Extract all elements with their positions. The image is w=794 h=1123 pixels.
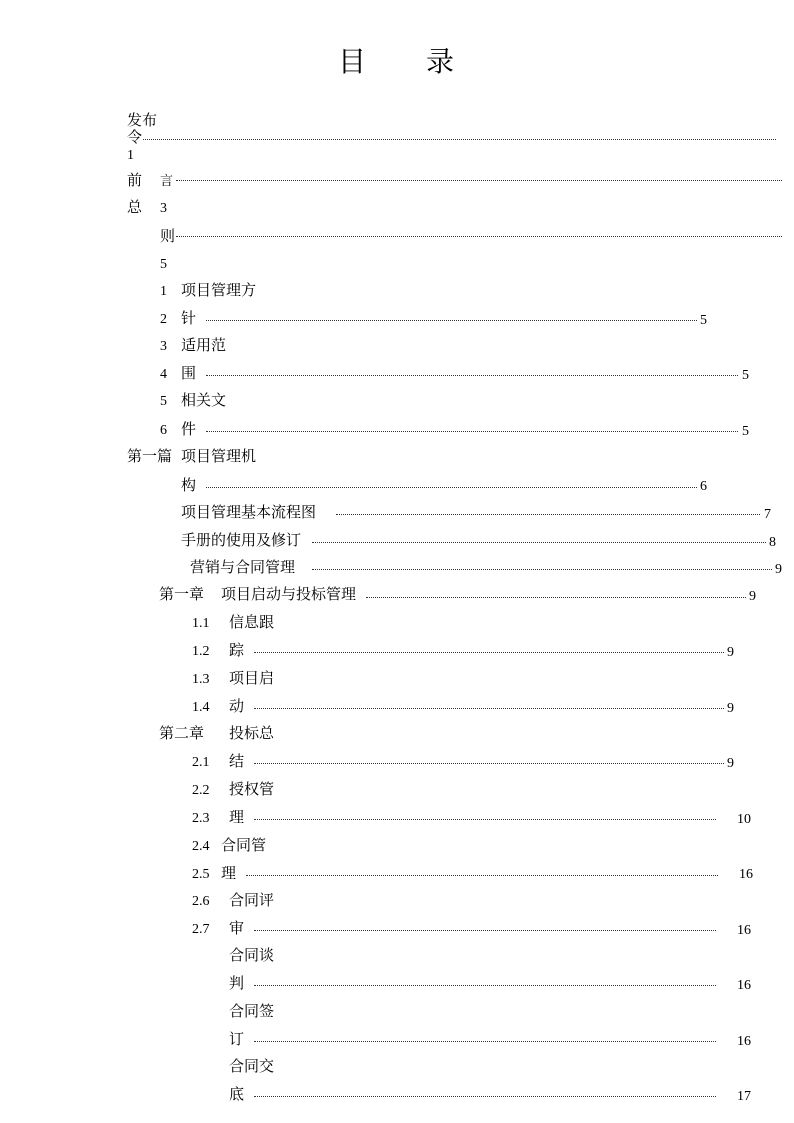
toc-num-6: 6 — [160, 423, 167, 438]
toc-page-zongze: 5 — [160, 257, 167, 272]
toc-page-hetongtan: 16 — [737, 978, 751, 993]
toc-page-xinxi: 9 — [727, 645, 734, 660]
toc-num-2-1: 2.1 — [192, 755, 210, 770]
toc-page-hetongqian: 16 — [737, 1034, 751, 1049]
toc-num-1-4: 1.4 — [192, 700, 210, 715]
toc-entry-chapter2-line1: 投标总 — [229, 724, 275, 742]
toc-leader-qidong — [254, 708, 724, 709]
toc-page-marketing: 9 — [775, 562, 782, 577]
toc-entry-xiangguan-line1: 相关文 — [181, 391, 227, 409]
toc-entry-hetongtan-line2: 判 — [229, 974, 245, 992]
toc-entry-qidong-line2: 动 — [229, 697, 245, 715]
toc-num-1: 1 — [160, 284, 167, 299]
toc-page-hetongguan: 16 — [739, 867, 753, 882]
toc-page-hetongjiao: 17 — [737, 1089, 751, 1104]
toc-entry-hetongping-line1: 合同评 — [229, 891, 275, 909]
toc-entry-manual: 手册的使用及修订 — [181, 531, 302, 549]
toc-entry-shouquan-line1: 授权管 — [229, 780, 275, 798]
toc-leader-hetongjiao — [254, 1096, 716, 1097]
toc-leader-shiyong — [206, 375, 738, 376]
toc-entry-fabuling-line2: 令 — [127, 128, 143, 146]
toc-entry-fangzhen-line2: 针 — [181, 309, 197, 327]
toc-entry-part1-line1: 项目管理机 — [181, 447, 257, 465]
toc-entry-xinxi-line2: 踪 — [229, 641, 245, 659]
toc-entry-qidong-line1: 项目启 — [229, 669, 275, 687]
toc-page-shouquan: 10 — [737, 812, 751, 827]
toc-leader-marketing — [312, 569, 772, 570]
toc-entry-hetongjiao-line2: 底 — [229, 1085, 245, 1103]
toc-page-chapter1: 9 — [749, 589, 756, 604]
toc-page-hetongping: 16 — [737, 923, 751, 938]
toc-page-flowchart: 7 — [764, 507, 771, 522]
toc-page-shiyong: 5 — [742, 368, 749, 383]
toc-num-2: 2 — [160, 312, 167, 327]
toc-entry-chapter1: 项目启动与投标管理 — [221, 585, 357, 603]
toc-entry-hetongtan-line1: 合同谈 — [229, 946, 275, 964]
toc-num-1-2: 1.2 — [192, 644, 210, 659]
toc-num-2-2: 2.2 — [192, 783, 210, 798]
toc-entry-flowchart: 项目管理基本流程图 — [181, 503, 317, 521]
toc-leader-xinxi — [254, 652, 724, 653]
toc-page-part1: 6 — [700, 479, 707, 494]
toc-num-1-1: 1.1 — [192, 616, 210, 631]
toc-num-2-7: 2.7 — [192, 922, 210, 937]
toc-page-manual: 8 — [769, 535, 776, 550]
toc-chapter2-label: 第二章 — [159, 724, 205, 742]
toc-entry-marketing: 营销与合同管理 — [190, 558, 296, 576]
toc-leader-xiangguan — [206, 431, 738, 432]
toc-entry-qianyan-char1: 前 — [127, 171, 143, 189]
toc-page-qianyan: 3 — [160, 201, 167, 216]
toc-entry-hetongping-line2: 审 — [229, 919, 245, 937]
toc-entry-xinxi-line1: 信息跟 — [229, 613, 275, 631]
page-title — [0, 40, 794, 80]
toc-entry-fabuling-line1: 发布 — [127, 111, 158, 129]
toc-entry-hetongguan-line2: 理 — [221, 864, 237, 882]
toc-entry-hetongqian-line2: 订 — [229, 1030, 245, 1048]
toc-entry-zongze-char1: 总 — [127, 198, 143, 216]
toc-leader-chapter1 — [366, 597, 746, 598]
toc-leader-hetongqian — [254, 1041, 716, 1042]
toc-page-fangzhen: 5 — [700, 313, 707, 328]
toc-num-2-6: 2.6 — [192, 894, 210, 909]
toc-entry-zongze-char2: 则 — [160, 227, 176, 245]
toc-entry-qianyan-char2: 言 — [160, 174, 174, 189]
toc-num-2-5: 2.5 — [192, 867, 210, 882]
toc-entry-hetongjiao-line1: 合同交 — [229, 1057, 275, 1075]
toc-entry-part1-line2: 构 — [181, 476, 197, 494]
toc-num-4: 4 — [160, 367, 167, 382]
toc-part1-label: 第一篇 — [127, 447, 173, 465]
toc-num-1-3: 1.3 — [192, 672, 210, 687]
toc-leader-flowchart — [336, 514, 760, 515]
toc-leader-hetongtan — [254, 985, 716, 986]
page-title-char-1: 目 — [337, 45, 368, 78]
toc-entry-hetongguan-line1: 合同管 — [221, 836, 267, 854]
toc-num-2-4: 2.4 — [192, 839, 210, 854]
toc-leader-fabuling — [143, 139, 776, 140]
toc-page-xiangguan: 5 — [742, 424, 749, 439]
toc-num-3: 3 — [160, 339, 167, 354]
toc-num-5: 5 — [160, 394, 167, 409]
toc-entry-shiyong-line2: 围 — [181, 364, 197, 382]
toc-leader-manual — [312, 542, 766, 543]
toc-entry-fangzhen-line1: 项目管理方 — [181, 281, 257, 299]
toc-chapter1-label: 第一章 — [159, 585, 205, 603]
toc-num-2-3: 2.3 — [192, 811, 210, 826]
toc-leader-fangzhen — [206, 320, 697, 321]
toc-page-chapter2: 9 — [727, 756, 734, 771]
toc-leader-chapter2 — [254, 763, 724, 764]
toc-leader-part1 — [206, 487, 697, 488]
toc-entry-hetongqian-line1: 合同签 — [229, 1002, 275, 1020]
toc-entry-chapter2-line2: 结 — [229, 752, 245, 770]
toc-leader-hetongguan — [246, 875, 718, 876]
toc-leader-zongze — [176, 236, 782, 237]
toc-leader-shouquan — [254, 819, 716, 820]
toc-leader-qianyan — [176, 180, 782, 181]
toc-page-qidong: 9 — [727, 701, 734, 716]
toc-entry-shouquan-line2: 理 — [229, 808, 245, 826]
toc-page-fabuling: 1 — [127, 148, 134, 163]
toc-leader-hetongping — [254, 930, 716, 931]
toc-entry-xiangguan-line2: 件 — [181, 420, 197, 438]
page-title-char-2: 录 — [426, 45, 457, 78]
toc-entry-shiyong-line1: 适用范 — [181, 336, 227, 354]
